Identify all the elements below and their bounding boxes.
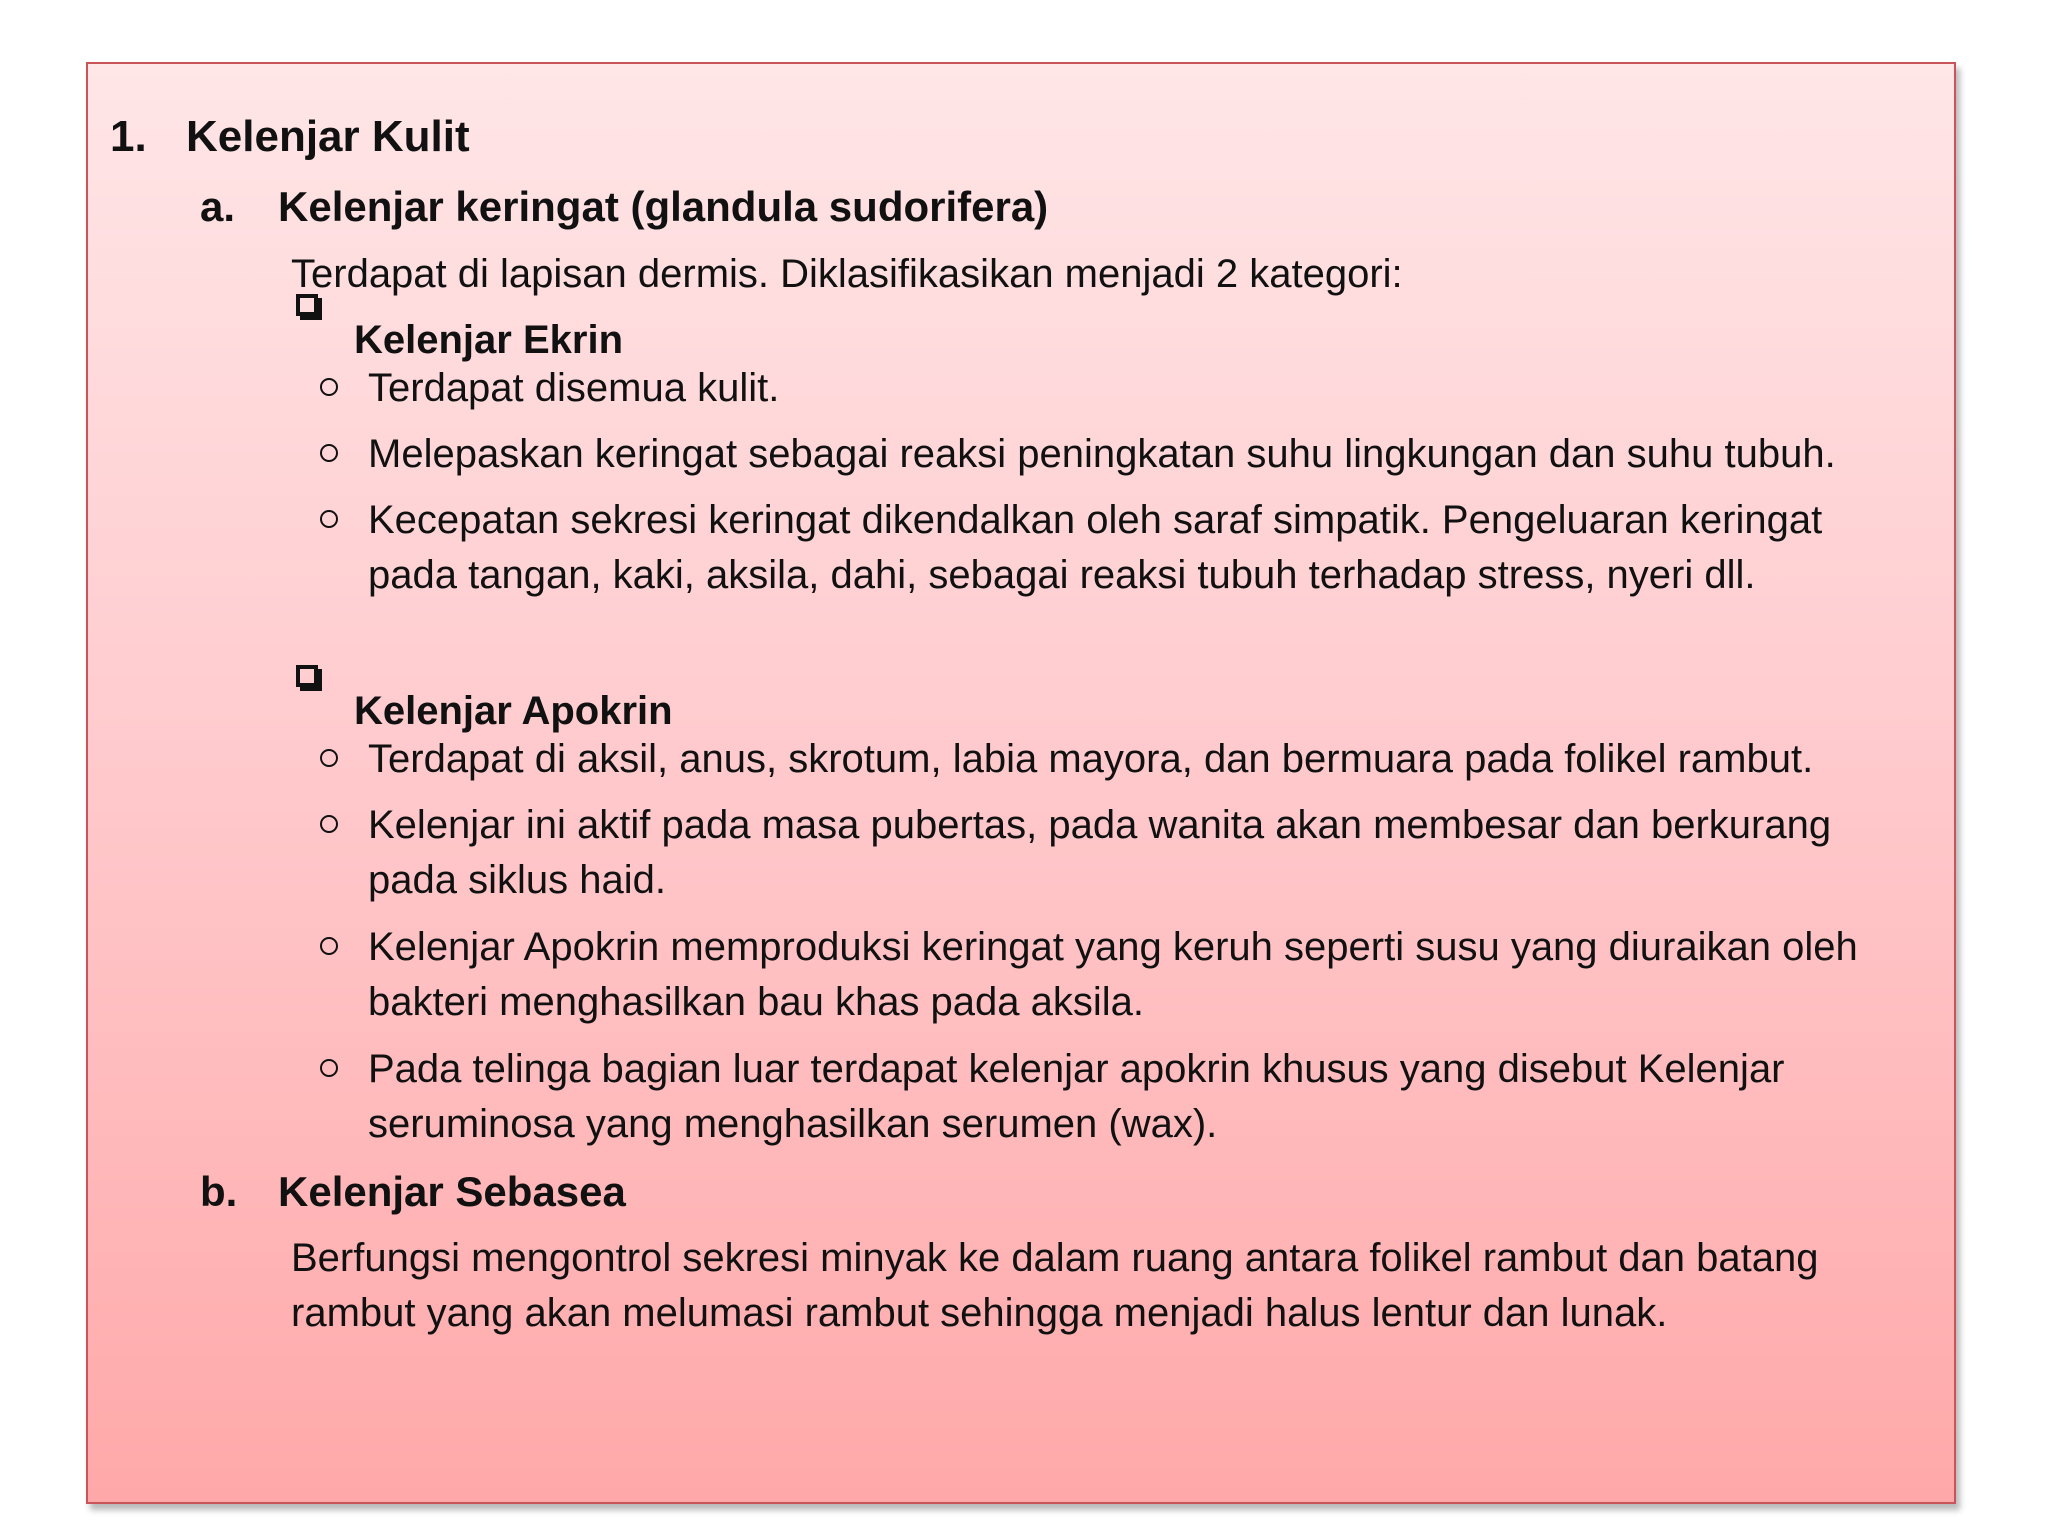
circle-bullet-icon [320,378,338,396]
apokrin-item-4-cont: seruminosa yang menghasilkan serumen (wax). [368,1102,1218,1146]
apokrin-item-3: Kelenjar Apokrin memproduksi keringat yang keruh seperti susu yang diuraikan oleh [368,925,1858,969]
apokrin-item-4: Pada telinga bagian luar terdapat kelenjar apokrin khusus yang disebut Kelenjar [368,1047,1785,1091]
circle-bullet-icon [320,510,338,528]
apokrin-item-2-cont: pada siklus haid. [368,858,666,902]
checkbox-bullet-icon [296,294,318,316]
apokrin-item-1: Terdapat di aksil, anus, skrotum, labia mayora, dan bermuara pada folikel rambut. [368,737,1814,781]
apokrin-item-2: Kelenjar ini aktif pada masa pubertas, pada wanita akan membesar dan berkurang [368,803,1832,847]
apokrin-title: Kelenjar Apokrin [354,689,673,733]
circle-bullet-icon [320,749,338,767]
section-a-intro: Terdapat di lapisan dermis. Diklasifikasikan menjadi 2 kategori: [291,252,1403,296]
heading-title: Kelenjar Kulit [186,112,470,161]
section-b-body-1: Berfungsi mengontrol sekresi minyak ke dalam ruang antara folikel rambut dan batang [291,1236,1819,1280]
section-a-title: Kelenjar keringat (glandula sudorifera) [278,183,1049,230]
checkbox-bullet-icon [296,665,318,687]
section-b-title: Kelenjar Sebasea [278,1168,626,1215]
content-box [86,62,1956,1504]
circle-bullet-icon [320,937,338,955]
heading-number: 1. [110,112,147,161]
circle-bullet-icon [320,1059,338,1077]
ekrin-item-3: Kecepatan sekresi keringat dikendalkan oleh saraf simpatik. Pengeluaran keringat [368,498,1823,542]
ekrin-item-1: Terdapat disemua kulit. [368,366,780,410]
ekrin-title: Kelenjar Ekrin [354,318,624,362]
apokrin-item-3-cont: bakteri menghasilkan bau khas pada aksila. [368,980,1145,1024]
ekrin-item-3-cont: pada tangan, kaki, aksila, dahi, sebagai reaksi tubuh terhadap stress, nyeri dll. [368,553,1756,597]
section-b-letter: b. [200,1168,238,1215]
section-b-body-2: rambut yang akan melumasi rambut sehingga menjadi halus lentur dan lunak. [291,1291,1668,1335]
ekrin-item-2: Melepaskan keringat sebagai reaksi peningkatan suhu lingkungan dan suhu tubuh. [368,432,1836,476]
circle-bullet-icon [320,815,338,833]
circle-bullet-icon [320,444,338,462]
section-a-letter: a. [200,183,236,230]
